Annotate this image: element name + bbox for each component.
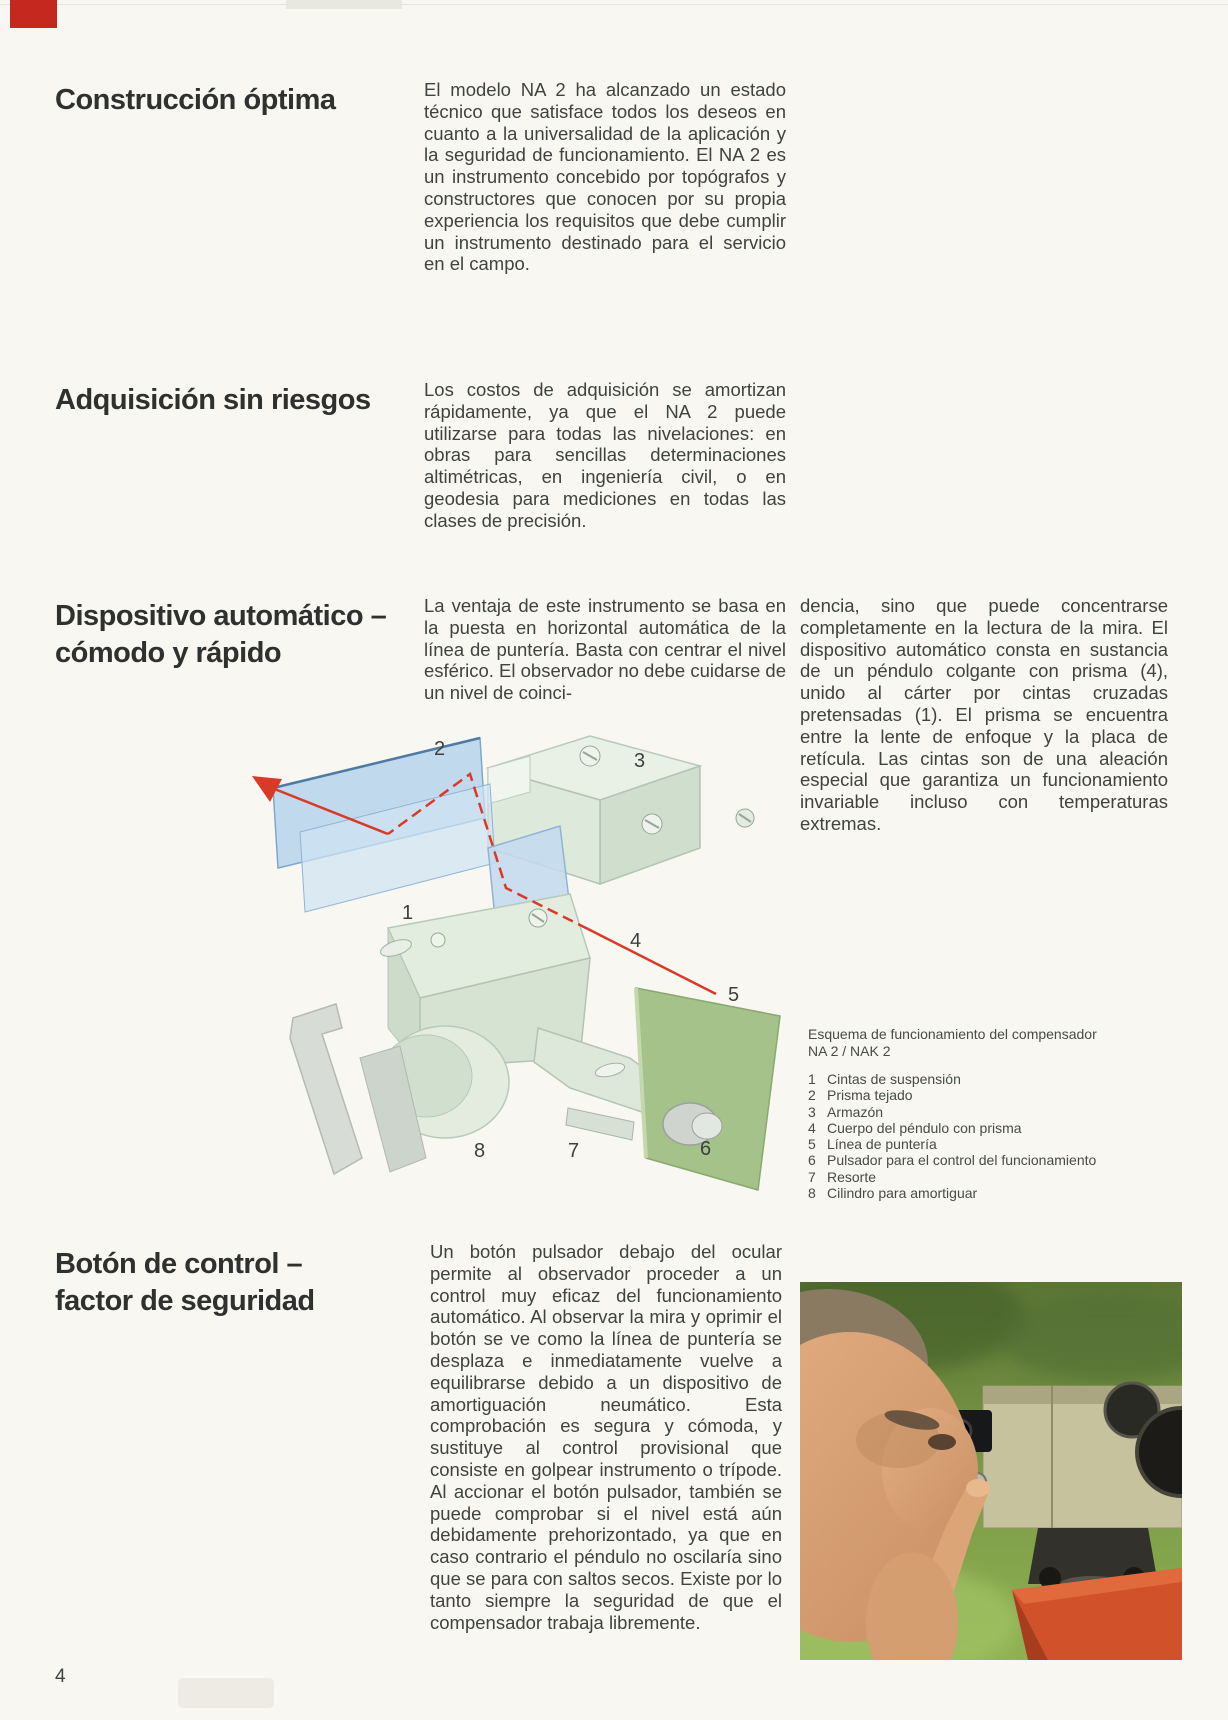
section-body-construccion: El modelo NA 2 ha alcanzado un estado técnico que satisface todos los deseos en cuanto a la universalidad de la aplicación y la seguridad de funcionamiento. El NA 2 es un instrumento concebido por topógrafos y constructores que conocen por su propia experiencia los requisitos que debe cumplir un instrumento destinado para el servicio en el campo. bbox=[424, 79, 786, 275]
diagram-label-4: 4 bbox=[630, 930, 642, 952]
legend-text: Cintas de suspensión bbox=[827, 1071, 961, 1087]
legend-num: 8 bbox=[808, 1185, 816, 1202]
top-edge-tab bbox=[286, 0, 402, 9]
legend-text: Línea de puntería bbox=[827, 1136, 937, 1153]
legend-text: Cuerpo del péndulo con prisma bbox=[827, 1119, 1022, 1136]
diagram-label-1: 1 bbox=[402, 902, 414, 924]
diagram-label-7: 7 bbox=[568, 1140, 580, 1162]
section-body-boton: Un botón pulsador debajo del ocular permite al observador proceder a un control muy eficaz del funcionamiento automático. Al observar la mira y oprimir el botón se ve como la línea de puntería se desplaza e inmediatamente vuelve a equilibrarse debido a un dispositivo de amortiguación neumático. Esta comprobación es segura y cómoda, y sustituye al control provisional que consiste en golpear instrumento o trípode. Al accionar el botón pulsador, también se puede comprobar si el nivel está aún debidamente prehorizontado, ya que en caso contrario el péndulo no oscilaría sino que se para con saltos secos. Existe por lo tanto siempre la seguridad de que el compensador trabaja libremente. bbox=[430, 1241, 782, 1633]
legend-item bbox=[808, 1120, 1208, 1136]
legend-item bbox=[808, 1071, 1208, 1087]
legend-text: Pulsador para el control del funcionamiento bbox=[827, 1152, 1097, 1169]
legend-num: 2 bbox=[808, 1087, 816, 1104]
photo-surveyor-using-level bbox=[800, 1282, 1182, 1660]
diagram-label-6: 6 bbox=[700, 1138, 712, 1160]
eye bbox=[928, 1434, 956, 1450]
heading-line-1: Dispositivo automático – bbox=[55, 600, 387, 632]
legend-item bbox=[808, 1185, 1208, 1201]
compensator-illustration bbox=[238, 726, 790, 1200]
legend-num: 1 bbox=[808, 1071, 816, 1087]
roof-prism bbox=[273, 738, 495, 912]
legend-num: 7 bbox=[808, 1168, 816, 1185]
legend-num: 5 bbox=[808, 1136, 816, 1153]
heading-line-1: Botón de control – bbox=[55, 1248, 303, 1280]
legend-item bbox=[808, 1087, 1208, 1103]
diagram-label-5: 5 bbox=[728, 984, 740, 1006]
legend-num: 4 bbox=[808, 1119, 816, 1136]
legend-item bbox=[808, 1104, 1208, 1120]
page-number: 4 bbox=[55, 1666, 66, 1687]
caption-legend-list bbox=[808, 1071, 1208, 1201]
legend-num: 3 bbox=[808, 1103, 816, 1120]
legend-item bbox=[808, 1169, 1208, 1185]
section-heading-construccion: Construcción óptima bbox=[55, 84, 336, 116]
section-body-dispositivo-col2: dencia, sino que puede concentrarse completamente en la lectura de la mira. El dispositivo automático consta en sustancia de un péndulo colgante con prisma (4), unido al cárter por cintas cruzadas pretensadas (1). El prisma se encuentra entre la lente de enfoque y la placa de retícula. Las cintas son de una aleación especial que garantiza un funcionamiento invariable incluso con temperaturas extremas. bbox=[800, 595, 1168, 834]
legend-item bbox=[808, 1136, 1208, 1152]
section-heading-adquisicion: Adquisición sin riesgos bbox=[55, 384, 371, 416]
compensator-diagram bbox=[238, 726, 790, 1200]
diagram-label-8: 8 bbox=[474, 1140, 486, 1162]
red-edge-mark bbox=[10, 0, 57, 28]
legend-num: 6 bbox=[808, 1152, 816, 1169]
legend-item bbox=[808, 1152, 1208, 1168]
section-body-adquisicion: Los costos de adquisición se amortizan rápidamente, ya que el NA 2 puede utilizarse para todas las nivelaciones: en obras para sencillas determinaciones altimétricas, en ingeniería civil, o en geodesia para mediciones en todas las clases de precisión. bbox=[424, 379, 786, 531]
heading-line-2: factor de seguridad bbox=[55, 1285, 315, 1317]
legend-text: Prisma tejado bbox=[827, 1087, 913, 1104]
caption-title bbox=[808, 1026, 1208, 1060]
diagram-caption bbox=[808, 1026, 1208, 1201]
legend-text: Cilindro para amortiguar bbox=[827, 1185, 978, 1202]
caption-title-line-2: NA 2 / NAK 2 bbox=[808, 1043, 891, 1059]
section-heading-boton bbox=[55, 1246, 435, 1320]
diagram-label-2: 2 bbox=[434, 738, 446, 760]
caption-title-line-1: Esquema de funcionamiento del compensador bbox=[808, 1026, 1097, 1042]
diagram-label-3: 3 bbox=[634, 750, 646, 772]
legend-text: Armazón bbox=[827, 1103, 884, 1120]
section-body-dispositivo-col1: La ventaja de este instrumento se basa en la puesta en horizontal automática de la línea de puntería. Basta con centrar el nivel esférico. El observador no debe cuidarse de un nivel de coinci- bbox=[424, 595, 786, 704]
bottom-edge-smudge bbox=[178, 1678, 274, 1708]
heading-line-2: cómodo y rápido bbox=[55, 637, 282, 669]
photo-illustration bbox=[800, 1282, 1182, 1660]
section-heading-dispositivo bbox=[55, 598, 445, 672]
legend-text: Resorte bbox=[827, 1168, 877, 1185]
